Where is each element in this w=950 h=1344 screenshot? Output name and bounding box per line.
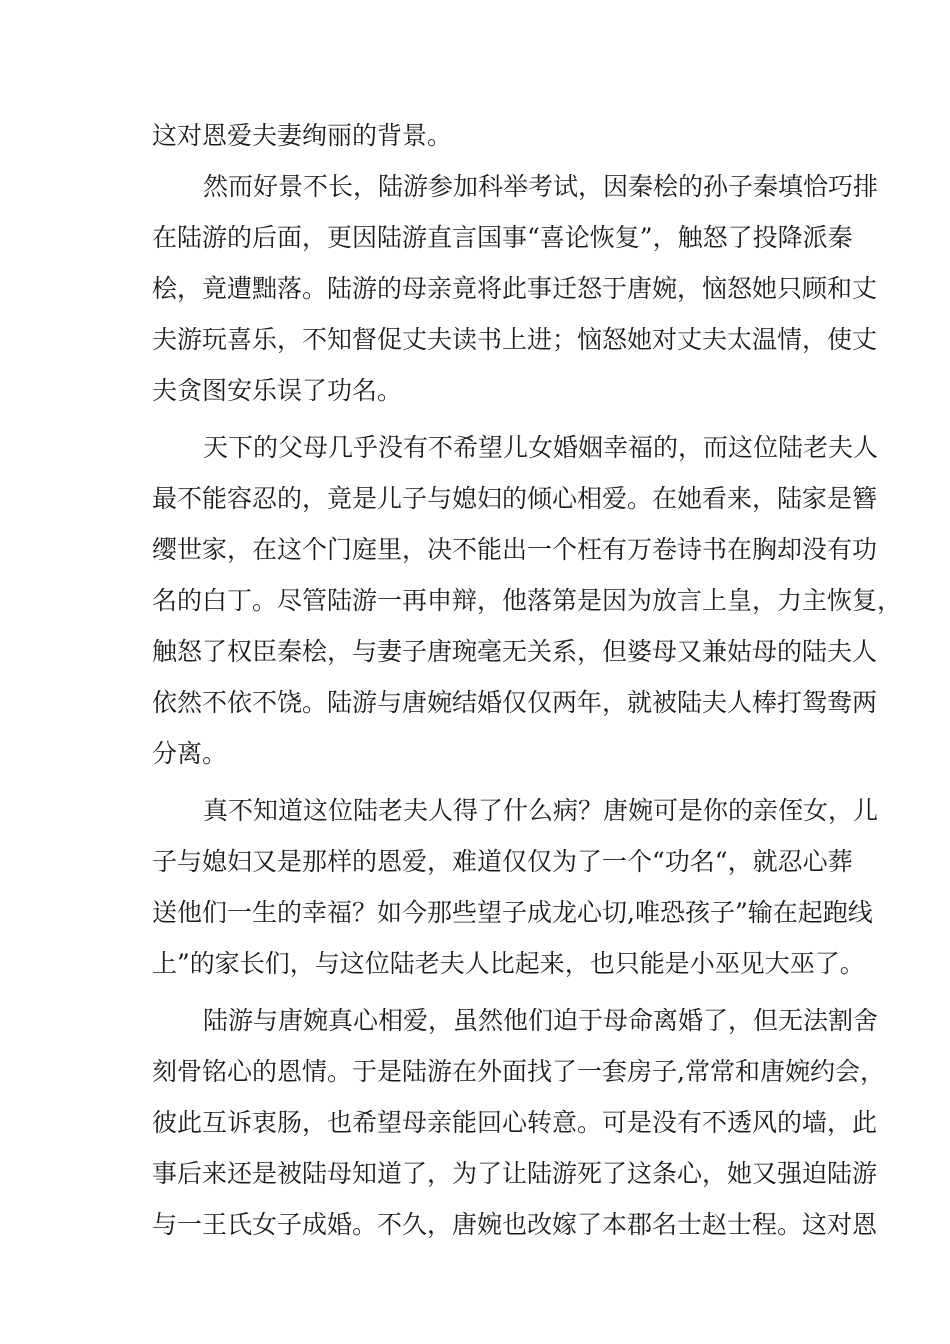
text-line-21: 事后来还是被陆母知道了，为了让陆游死了这条心，她又强迫陆游 (152, 1159, 878, 1188)
text-line-6: 夫贪图安乐误了功名。 (152, 376, 403, 405)
text-line-10: 名的白丁。尽管陆游一再申辩，他落第是因为放言上皇，力主恢复， (152, 586, 903, 615)
text-line-2: 然而好景不长，陆游参加科举考试，因秦桧的孙子秦填恰巧排 (203, 172, 879, 201)
text-line-22: 与一王氏女子成婚。不久，唐婉也改嫁了本郡名士赵士程。这对恩 (152, 1210, 878, 1239)
text-line-7: 天下的父母几乎没有不希望儿女婚姻幸福的，而这位陆老夫人 (203, 433, 879, 462)
text-line-12: 依然不依不饶。陆游与唐婉结婚仅仅两年，就被陆夫人棒打鸳鸯两 (152, 688, 878, 717)
text-line-20: 彼此互诉衷肠，也希望母亲能回心转意。可是没有不透风的墙，此 (152, 1108, 878, 1137)
text-line-11: 触怒了权臣秦桧，与妻子唐琬毫无关系，但婆母又兼姑母的陆夫人 (152, 637, 878, 666)
text-line-14: 真不知道这位陆老夫人得了什么病？唐婉可是你的亲侄女，儿 (203, 796, 879, 825)
text-line-19: 刻骨铭心的恩情。于是陆游在外面找了一套房子,常常和唐婉约会， (152, 1057, 885, 1086)
text-line-4: 桧，竟遭黜落。陆游的母亲竟将此事迁怒于唐婉，恼怒她只顾和丈 (152, 274, 878, 303)
text-line-1: 这对恩爱夫妻绚丽的背景。 (152, 121, 453, 150)
text-line-13: 分离。 (152, 739, 228, 768)
text-line-8: 最不能容忍的，竟是儿子与媳妇的倾心相爱。在她看来，陆家是簪 (152, 484, 878, 513)
text-line-17: 上”的家长们，与这位陆老夫人比起来，也只能是小巫见大巫了。 (152, 949, 865, 978)
text-line-3: 在陆游的后面，更因陆游直言国事“喜论恢复”，触怒了投降派秦 (152, 223, 853, 252)
text-line-15: 子与媳妇又是那样的恩爱，难道仅仅为了一个“功名“，就忍心葬 (152, 847, 853, 876)
text-line-5: 夫游玩喜乐，不知督促丈夫读书上进；恼怒她对丈夫太温情，使丈 (152, 325, 878, 354)
text-line-16: 送他们一生的幸福？如今那些望子成龙心切,唯恐孩子”输在起跑线 (152, 898, 873, 927)
text-line-9: 缨世家，在这个门庭里，决不能出一个枉有万卷诗书在胸却没有功 (152, 535, 878, 564)
text-line-18: 陆游与唐婉真心相爱，虽然他们迫于母命离婚了，但无法割舍 (203, 1006, 879, 1035)
